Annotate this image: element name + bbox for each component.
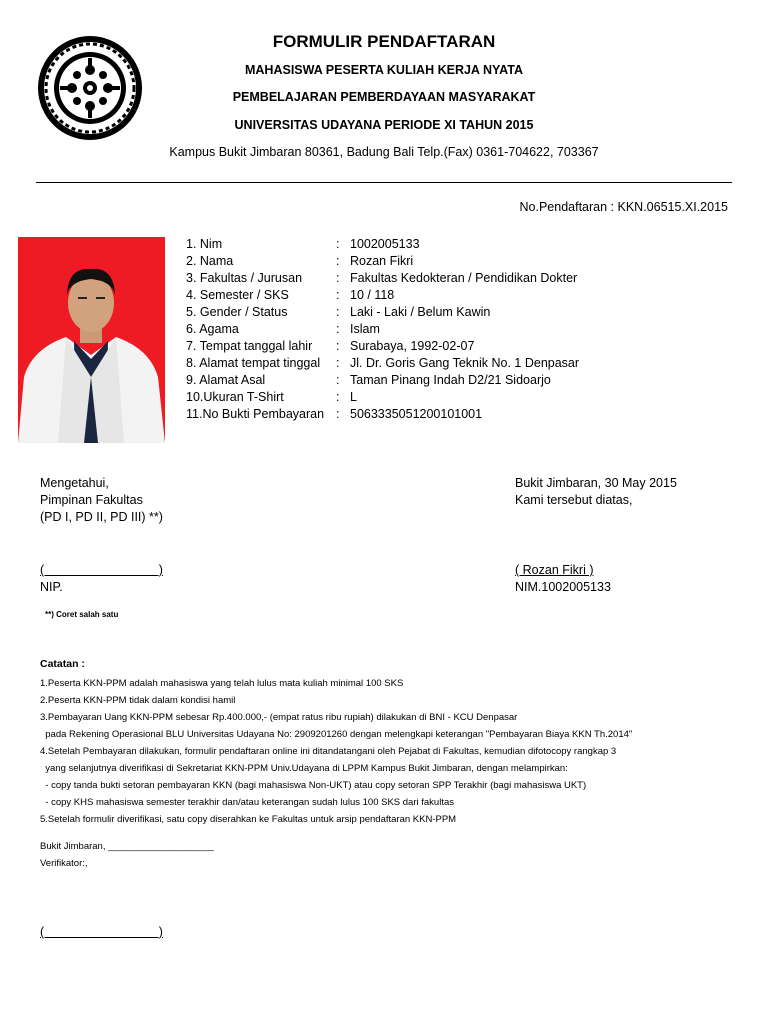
field-label: 6. Agama [186, 322, 239, 336]
sig-right-line-1: Bukit Jimbaran, 30 May 2015 [515, 476, 677, 490]
header-address: Kampus Bukit Jimbaran 80361, Badung Bali Telp.(Fax) 0361-704622, 703367 [169, 145, 599, 159]
sig-right-name: ( Rozan Fikri ) [515, 563, 594, 577]
field-value: Fakultas Kedokteran / Pendidikan Dokter [350, 271, 578, 285]
header-line-2: PEMBELAJARAN PEMBERDAYAAN MASYARAKAT [232, 90, 536, 104]
field-row-semester: 4. Semester / SKS : 10 / 118 [186, 288, 395, 302]
field-value: L [350, 390, 357, 404]
field-label: 2. Nama [186, 254, 234, 268]
signature-left-bottom [40, 562, 163, 596]
verification-place: Bukit Jimbaran, ____________________ [40, 841, 214, 852]
field-value: Surabaya, 1992-02-07 [350, 339, 475, 353]
catatan-line: 5.Setelah formulir diverifikasi, satu copy diserahkan ke Fakultas untuk arsip pendaftaran KKN-PPM [40, 814, 457, 825]
catatan-line: 1.Peserta KKN-PPM adalah mahasiswa yang telah lulus mata kuliah minimal 100 SKS [40, 678, 404, 689]
form-title: FORMULIR PENDAFTARAN [272, 32, 496, 51]
signature-right [515, 475, 677, 509]
student-details [186, 236, 579, 423]
sig-left-line-1: Mengetahui, [40, 476, 109, 490]
footnote: **) Coret salah satu [45, 610, 119, 619]
field-row-alamat-asal: 9. Alamat Asal : Taman Pinang Indah D2/21 Sidoarjo [186, 373, 551, 387]
field-value: 10 / 118 [350, 288, 395, 302]
field-label: 7. Tempat tanggal lahir [186, 339, 313, 353]
student-photo [18, 237, 165, 443]
field-row-tshirt: 10.Ukuran T-Shirt : L [186, 390, 357, 404]
catatan-line: - copy KHS mahasiswa semester terakhir dan/atau keterangan sudah lulus 100 SKS dari fakultas [40, 797, 454, 808]
field-row-gender: 5. Gender / Status : Laki - Laki / Belum Kawin [186, 305, 491, 319]
verification-verifier: Verifikator:, [40, 858, 88, 869]
sig-left-blank: ( ) [40, 563, 163, 577]
catatan-line: 4.Setelah Pembayaran dilakukan, formulir pendaftaran online ini ditandatangani oleh Pejabat di Fakultas, kemudian difotocopy rangkap 3 [40, 746, 617, 757]
verification-blank: ( ) [40, 925, 163, 939]
sig-left-line-3: (PD I, PD II, PD III) **) [40, 510, 163, 524]
field-value: Jl. Dr. Goris Gang Teknik No. 1 Denpasar [350, 356, 580, 370]
field-label: 9. Alamat Asal [186, 373, 266, 387]
field-row-fakultas: 3. Fakultas / Jurusan : Fakultas Kedokteran / Pendidikan Dokter [186, 271, 578, 285]
field-label: 11.No Bukti Pembayaran [186, 407, 325, 421]
field-row-bukti: 11.No Bukti Pembayaran : 5063335051200101001 [186, 407, 483, 421]
field-label: 4. Semester / SKS [186, 288, 289, 302]
field-label: 5. Gender / Status [186, 305, 288, 319]
field-label: 10.Ukuran T-Shirt [186, 390, 284, 404]
catatan-line: 2.Peserta KKN-PPM tidak dalam kondisi hamil [40, 695, 236, 706]
field-value: 1002005133 [350, 237, 420, 251]
catatan-line: - copy tanda bukti setoran pembayaran KKN (bagi mahasiswa Non-UKT) atau copy setoran SPP Terakhir (bagi mahasiswa UKT) [40, 780, 587, 791]
catatan-line: yang selanjutnya diverifikasi di Sekretariat KKN-PPM Univ.Udayana di LPPM Kampus Bukit Jimbaran, dengan melampirkan: [40, 763, 568, 774]
field-row-ttl: 7. Tempat tanggal lahir : Surabaya, 1992-02-07 [186, 339, 475, 353]
header-line-1: MAHASISWA PESERTA KULIAH KERJA NYATA [244, 63, 524, 77]
catatan-title: Catatan : [40, 658, 85, 670]
catatan-line: 3.Pembayaran Uang KKN-PPM sebesar Rp.400.000,- (empat ratus ribu rupiah) dilakukan di BNI - KCU Denpasar [40, 712, 518, 723]
signature-left [40, 475, 163, 526]
sig-left-nip: NIP. [40, 580, 63, 594]
catatan-list [40, 675, 632, 828]
registration-number: No.Pendaftaran : KKN.06515.XI.2015 [519, 200, 728, 214]
field-label: 8. Alamat tempat tinggal [186, 356, 321, 370]
sig-right-line-2: Kami tersebut diatas, [515, 493, 633, 507]
header-line-3: UNIVERSITAS UDAYANA PERIODE XI TAHUN 2015 [234, 118, 534, 132]
field-value: Rozan Fikri [350, 254, 414, 268]
field-value: Laki - Laki / Belum Kawin [350, 305, 491, 319]
signature-right-bottom [515, 562, 611, 596]
sig-right-nim: NIM.1002005133 [515, 580, 611, 594]
field-row-nim: 1. Nim : 1002005133 [186, 237, 420, 251]
field-row-nama: 2. Nama : Rozan Fikri [186, 254, 414, 268]
sig-left-line-2: Pimpinan Fakultas [40, 493, 143, 507]
field-value: 5063335051200101001 [350, 407, 483, 421]
field-row-agama: 6. Agama : Islam [186, 322, 380, 336]
field-value: Taman Pinang Indah D2/21 Sidoarjo [350, 373, 551, 387]
field-value: Islam [350, 322, 380, 336]
field-row-alamat-tinggal: 8. Alamat tempat tinggal : Jl. Dr. Goris Gang Teknik No. 1 Denpasar [186, 356, 580, 370]
field-label: 3. Fakultas / Jurusan [186, 271, 303, 285]
field-label: 1. Nim [186, 237, 223, 251]
catatan-line: pada Rekening Operasional BLU Universitas Udayana No: 2909201260 dengan melengkapi keterangan "Pembayaran Biaya KKN Th.2014" [40, 729, 633, 740]
header-divider [36, 182, 732, 183]
